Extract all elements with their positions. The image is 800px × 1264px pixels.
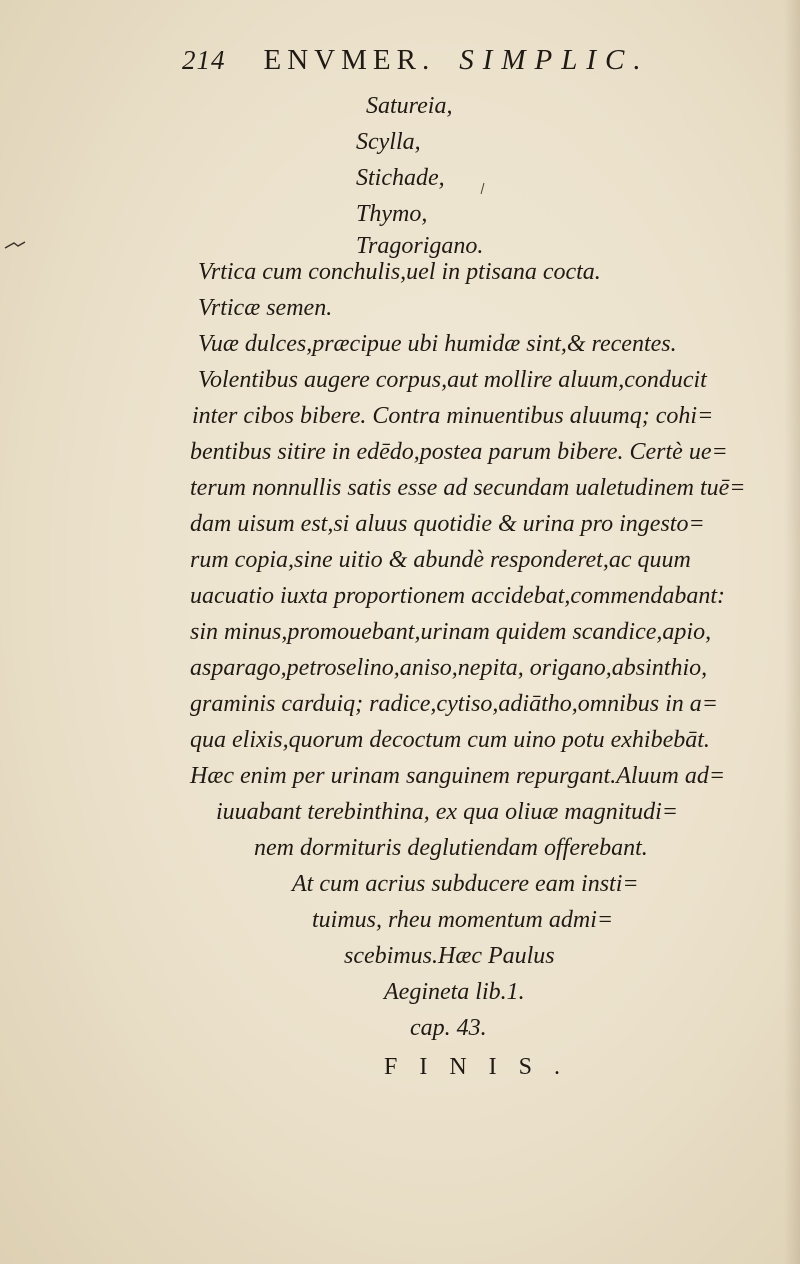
text-line: inter cibos bibere. Contra minuentibus aluumq; cohi= [192, 403, 714, 429]
text-line: Vuæ dulces,præcipue ubi humidæ sint,& recentes. [198, 331, 677, 357]
running-head-left: ENVMER. [263, 44, 436, 76]
text-line: Aegineta lib.1. [384, 979, 525, 1005]
text-line: terum nonnullis satis esse ad secundam ualetudinem tuē= [190, 475, 746, 501]
list-item: Scylla, [356, 129, 421, 155]
text-line: tuimus, rheu momentum admi= [312, 907, 614, 933]
text-line: dam uisum est,si aluus quotidie & urina pro ingesto= [190, 511, 705, 537]
text-line: graminis carduiq; radice,cytiso,adiātho,omnibus in a= [190, 691, 718, 717]
text-line: At cum acrius subducere eam insti= [292, 871, 639, 897]
text-line: iuuabant terebinthina, ex qua oliuæ magnitudi= [216, 799, 678, 825]
text-line: cap. 43. [410, 1015, 487, 1041]
text-line: scebimus.Hæc Paulus [344, 943, 555, 969]
text-line: sin minus,promouebant,urinam quidem scandice,apio, [190, 619, 712, 645]
list-item: Stichade, [356, 165, 445, 191]
text-line: qua elixis,quorum decoctum cum uino potu exhibebāt. [190, 727, 710, 753]
running-head-right: SIMPLIC. [459, 44, 650, 76]
list-item: Satureia, [366, 93, 453, 119]
text-line: Volentibus augere corpus,aut mollire aluum,conducit [198, 367, 707, 393]
text-line: Hæc enim per urinam sanguinem repurgant.Aluum ad= [190, 763, 726, 789]
text-line: Vrticæ semen. [198, 295, 333, 321]
page-edge-shadow [784, 0, 800, 1264]
margin-annotation-mark [4, 240, 26, 250]
text-line: rum copia,sine uitio & abundè responderet,ac quum [190, 547, 691, 573]
text-line: uacuatio iuxta proportionem accidebat,commendabant: [190, 583, 726, 609]
finis-colophon: FINIS. [384, 1054, 583, 1080]
text-line: asparago,petroselino,aniso,nepita, origano,absinthio, [190, 655, 708, 681]
page-header [182, 44, 650, 90]
list-item: Tragorigano. [356, 233, 484, 259]
list-item: Thymo, [356, 201, 428, 227]
text-line: nem dormituris deglutiendam offerebant. [254, 835, 648, 861]
text-line: Vrtica cum conchulis,uel in ptisana cocta. [198, 259, 601, 285]
page-number: 214 [182, 45, 226, 75]
text-line: bentibus sitire in edēdo,postea parum bibere. Certè ue= [190, 439, 728, 465]
stray-ink-mark [478, 182, 486, 196]
